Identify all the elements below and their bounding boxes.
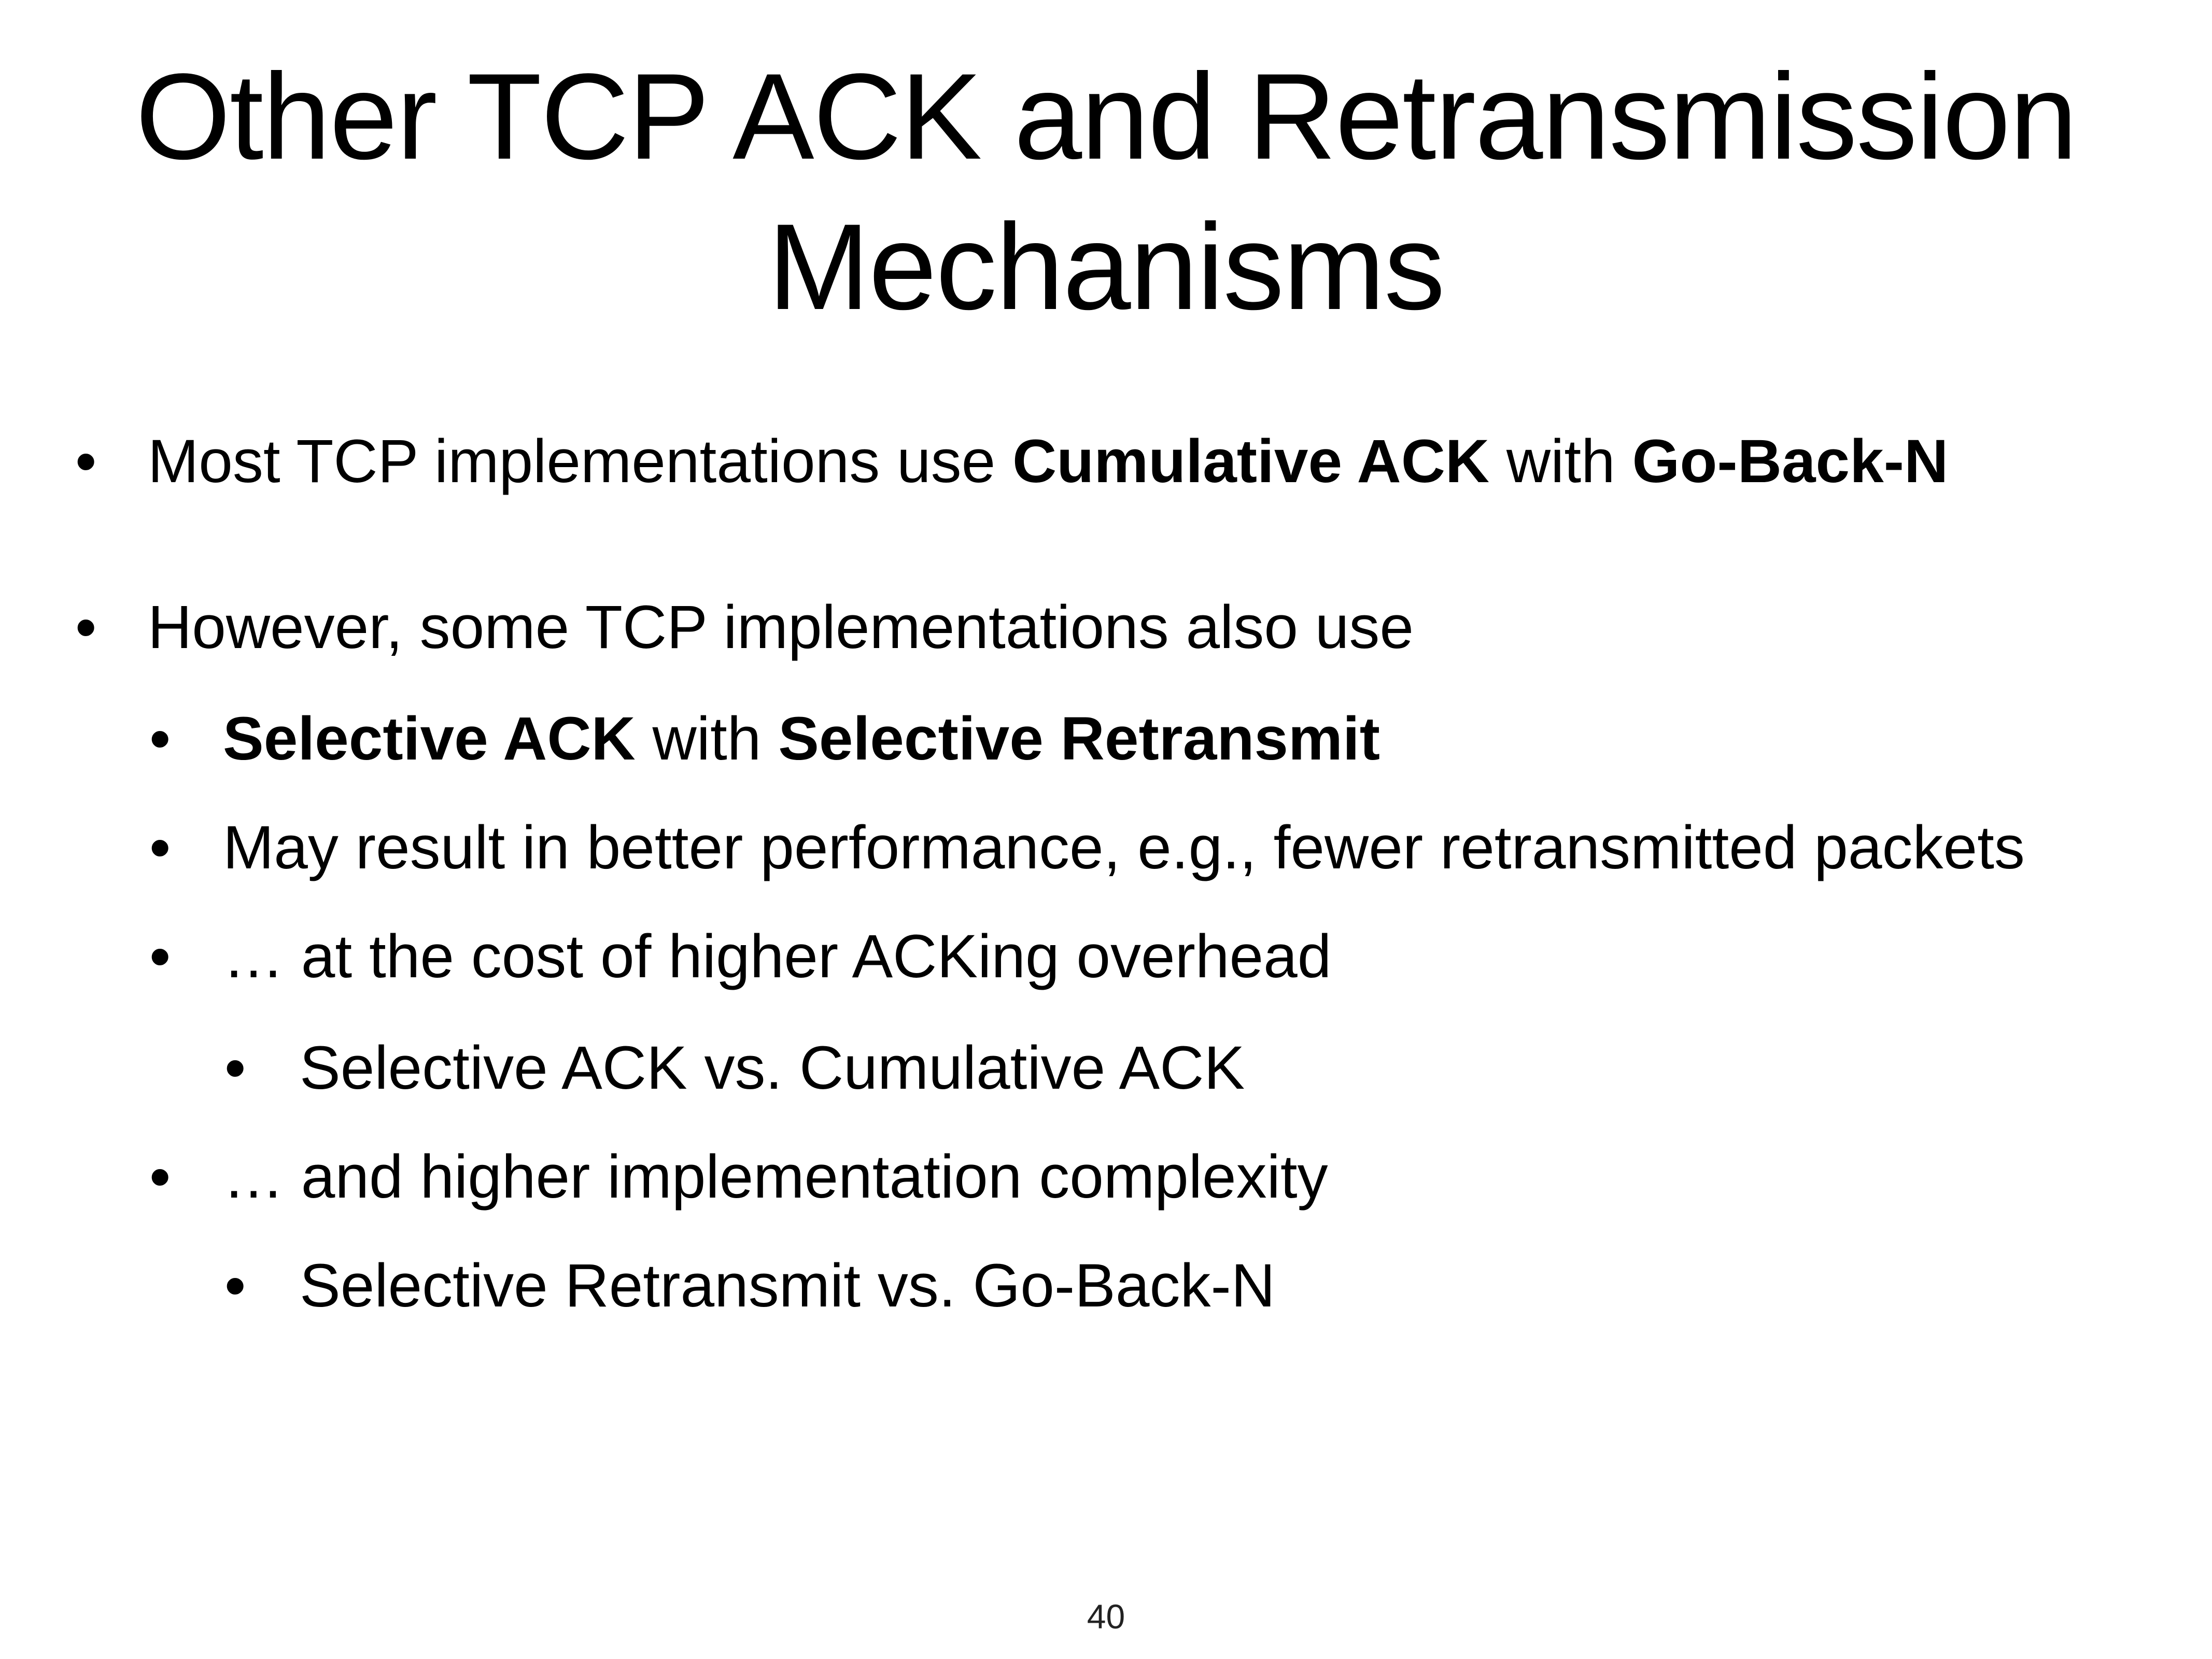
bullet-dot: • xyxy=(75,427,97,496)
subbullet-better-performance xyxy=(149,809,2025,887)
bullet-text: … and higher implementation complexity xyxy=(223,1143,1328,1211)
bullet-bold-text: Cumulative ACK xyxy=(1012,427,1490,496)
slide-title xyxy=(0,41,2212,342)
subbullet-selective-ack xyxy=(149,700,1380,778)
bullet-dot: • xyxy=(149,1143,171,1211)
subsubbullet-ack-comparison xyxy=(224,1029,1245,1107)
bullet-dot: • xyxy=(224,1252,246,1320)
bullet-bold-text: Selective Retransmit xyxy=(778,705,1380,773)
bullet-text: with xyxy=(1489,427,1632,496)
subbullet-implementation-complexity xyxy=(149,1138,1328,1216)
title-line-1: Other TCP ACK and Retransmission xyxy=(135,48,2077,185)
bullet-dot: • xyxy=(224,1034,246,1102)
bullet-however xyxy=(75,588,1414,666)
bullet-bold-text: Selective ACK xyxy=(223,705,636,773)
bullet-text: May result in better performance, e.g., fewer retransmitted packets xyxy=(223,813,2025,882)
bullet-dot: • xyxy=(149,705,171,773)
bullet-text: Most TCP implementations use xyxy=(148,427,1013,496)
bullet-text: with xyxy=(635,705,779,773)
bullet-text: Selective Retransmit vs. Go-Back-N xyxy=(300,1252,1275,1320)
bullet-text: … at the cost of higher ACKing overhead xyxy=(223,922,1332,991)
bullet-cumulative-ack xyxy=(75,423,1949,500)
subsubbullet-retransmit-comparison xyxy=(224,1247,1275,1325)
bullet-text: However, some TCP implementations also use xyxy=(148,593,1414,662)
bullet-bold-text: Go-Back-N xyxy=(1632,427,1949,496)
page-number: 40 xyxy=(1087,1597,1125,1636)
bullet-dot: • xyxy=(149,922,171,991)
bullet-dot: • xyxy=(75,593,97,662)
subbullet-acking-overhead xyxy=(149,918,1332,995)
bullet-dot: • xyxy=(149,813,171,882)
title-line-2: Mechanisms xyxy=(768,199,1444,335)
bullet-text: Selective ACK vs. Cumulative ACK xyxy=(300,1034,1245,1102)
